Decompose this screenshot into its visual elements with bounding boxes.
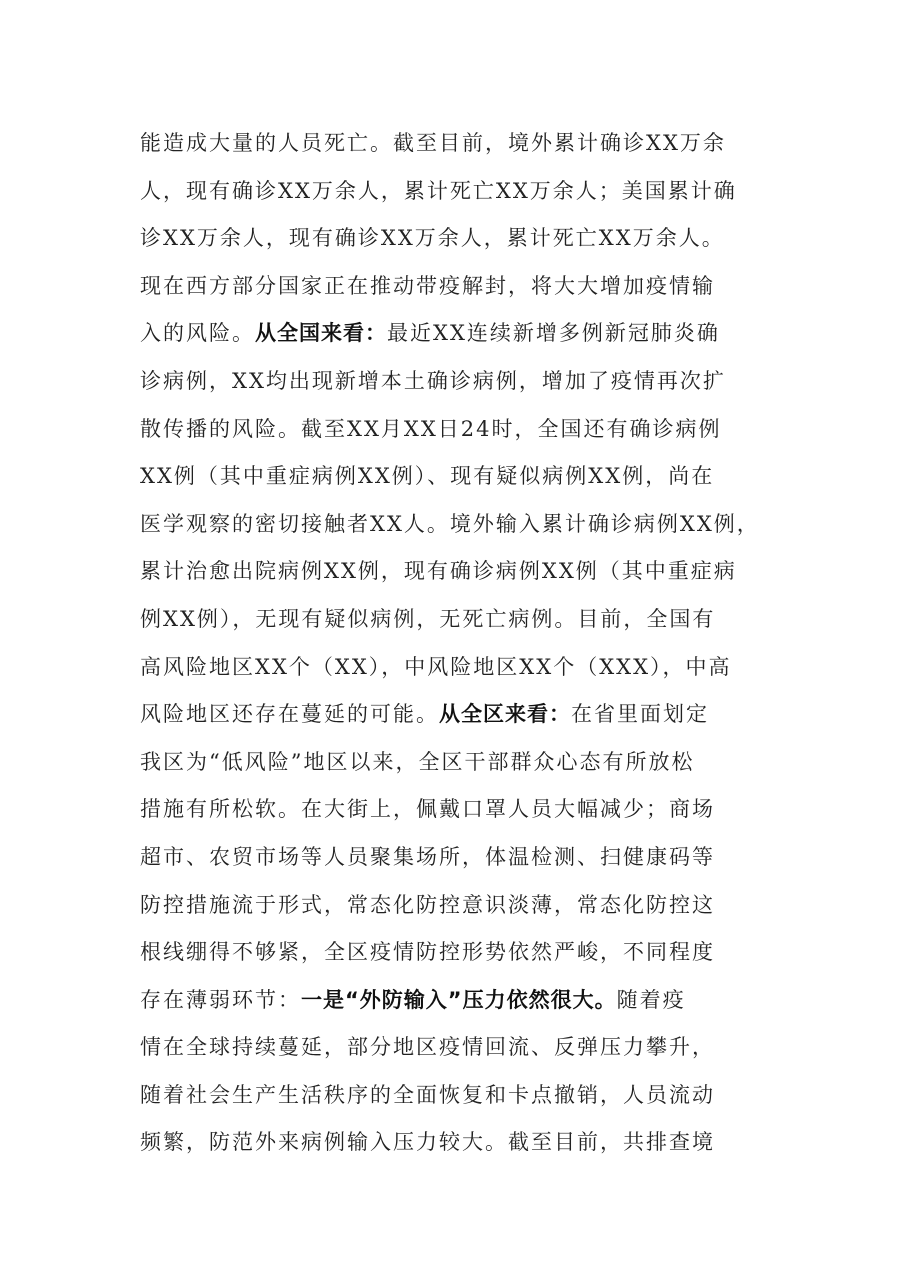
text-line bbox=[140, 358, 800, 406]
text-segment: 高风险地区XX个（XX），中风险地区XX个（XXX），中高 bbox=[140, 654, 732, 679]
text-line bbox=[140, 453, 800, 501]
text-segment: 风险地区还存在蔓延的可能。 bbox=[140, 702, 439, 727]
text-line bbox=[140, 929, 800, 977]
text-segment: 随着社会生产生活秩序的全面恢复和卡点撤销，人员流动 bbox=[140, 1082, 715, 1107]
text-segment: 存在薄弱环节： bbox=[140, 987, 301, 1012]
text-line bbox=[140, 310, 800, 358]
bold-heading-text: 一是“外防输入”压力依然很大。 bbox=[301, 987, 617, 1012]
text-line bbox=[140, 263, 800, 311]
text-segment: 防控措施流于形式，常态化防控意识淡薄，常态化防控这 bbox=[140, 892, 715, 917]
text-segment: 措施有所松软。在大街上，佩戴口罩人员大幅减少；商场 bbox=[140, 797, 715, 822]
text-segment: XX例（其中重症病例XX例）、现有疑似病例XX例，尚在 bbox=[140, 464, 715, 489]
text-segment: 累计治愈出院病例XX例，现有确诊病例XX例（其中重症病 bbox=[140, 559, 737, 584]
text-segment: 能造成大量的人员死亡。截至目前，境外累计确诊XX万余 bbox=[140, 131, 726, 155]
text-line bbox=[140, 977, 800, 1025]
text-segment: 超市、农贸市场等人员聚集场所，体温检测、扫健康码等 bbox=[140, 844, 715, 869]
text-segment: 例XX例），无现有疑似病例，无死亡病例。目前，全国有 bbox=[140, 606, 716, 631]
text-segment: 随着疫 bbox=[616, 987, 686, 1012]
text-line bbox=[140, 548, 800, 596]
text-segment: 医学观察的密切接触者XX人。境外输入累计确诊病例XX例， bbox=[140, 511, 760, 536]
text-segment: 我区为“低风险”地区以来，全区干部群众心态有所放松 bbox=[140, 749, 695, 774]
text-line bbox=[140, 691, 800, 739]
text-line bbox=[140, 739, 800, 787]
text-segment: 在省里面划定 bbox=[571, 702, 709, 727]
bold-heading-text: 从全国来看： bbox=[255, 321, 387, 346]
text-line bbox=[140, 168, 800, 216]
text-line bbox=[140, 786, 800, 834]
text-segment: 人，现有确诊XX万余人，累计死亡XX万余人；美国累计确 bbox=[140, 178, 737, 203]
text-line bbox=[140, 1119, 800, 1167]
text-segment: 根线绷得不够紧，全区疫情防控形势依然严峻，不同程度 bbox=[140, 940, 715, 965]
text-line bbox=[140, 406, 800, 454]
text-line bbox=[140, 834, 800, 882]
text-line bbox=[140, 644, 800, 692]
body-text bbox=[140, 120, 800, 1167]
text-segment: 散传播的风险。截至XX月XX日24时，全国还有确诊病例 bbox=[140, 416, 722, 441]
text-line bbox=[140, 501, 800, 549]
text-segment: 诊病例，XX均出现新增本土确诊病例，增加了疫情再次扩 bbox=[140, 368, 726, 393]
text-line bbox=[140, 215, 800, 263]
text-line bbox=[140, 882, 800, 930]
text-segment: 频繁，防范外来病例输入压力较大。截至目前，共排查境 bbox=[140, 1130, 715, 1155]
text-segment: 现在西方部分国家正在推动带疫解封，将大大增加疫情输 bbox=[140, 273, 715, 298]
text-segment: 入的风险。 bbox=[140, 321, 255, 346]
text-line bbox=[140, 120, 800, 168]
text-line bbox=[140, 596, 800, 644]
text-line bbox=[140, 1024, 800, 1072]
bold-heading-text: 从全区来看： bbox=[439, 702, 571, 727]
text-segment: 最近XX连续新增多例新冠肺炎确 bbox=[387, 321, 720, 346]
text-segment: 诊XX万余人，现有确诊XX万余人，累计死亡XX万余人。 bbox=[140, 226, 725, 251]
text-line bbox=[140, 1072, 800, 1120]
text-segment: 情在全球持续蔓延，部分地区疫情回流、反弹压力攀升， bbox=[140, 1035, 715, 1060]
